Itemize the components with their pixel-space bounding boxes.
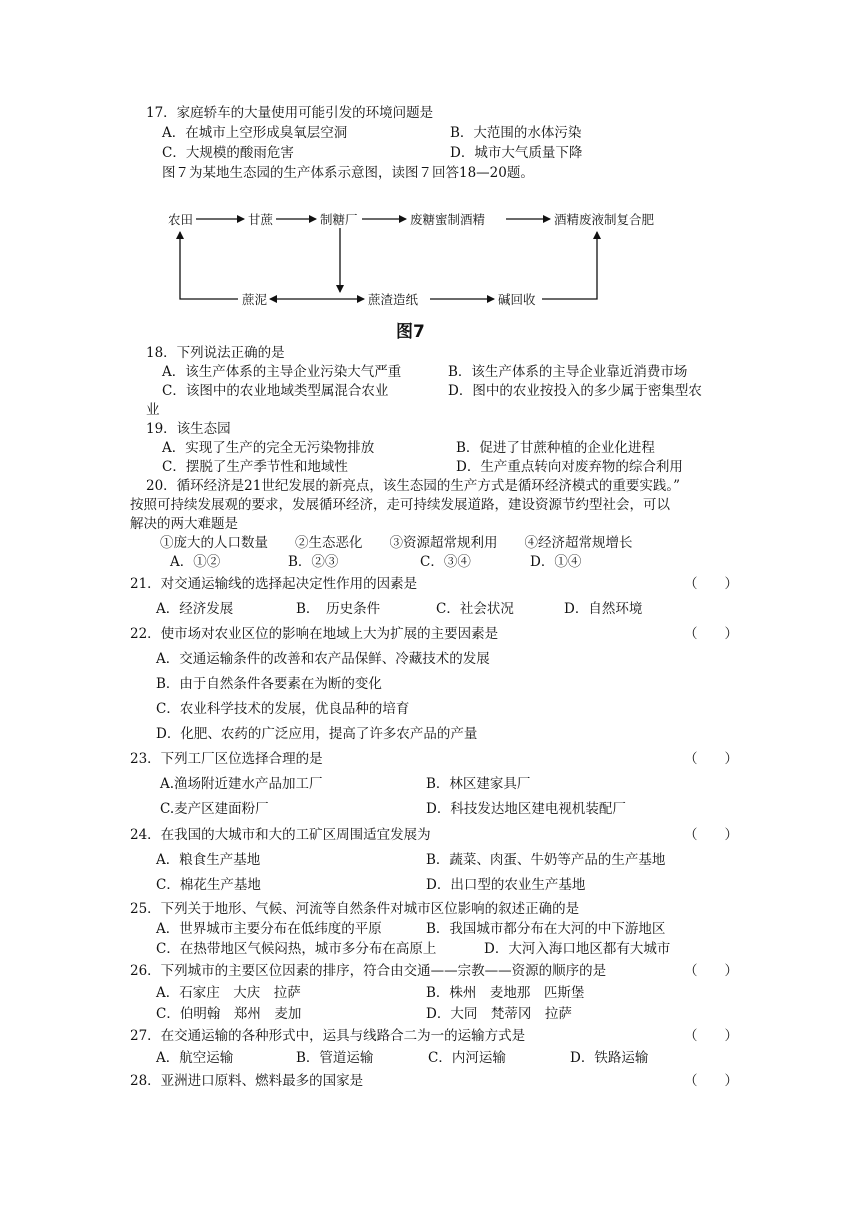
q22-answer-blank[interactable]: （ ）	[684, 626, 738, 642]
q22-option-a: A．交通运输条件的改善和农产品保鲜、冷藏技术的发展	[156, 651, 490, 667]
q23-option-b: B．林区建家具厂	[426, 776, 531, 792]
arrow-cane-mud-to-farmland	[180, 232, 238, 299]
q23-option-d: D．科技发达地区建电视机装配厂	[426, 801, 626, 817]
production-system-diagram	[160, 200, 700, 350]
q22-option-b: B．由于自然条件各要素在为断的变化	[156, 676, 382, 692]
q18-option-b: B．该生产体系的主导企业靠近消费市场	[448, 364, 688, 380]
q17-option-b: B．大范围的水体污染	[450, 125, 582, 141]
q22-option-d: D．化肥、农药的广泛应用，提高了许多农产品的产量	[156, 726, 478, 742]
arrow-alkali-to-fertilizer	[542, 232, 597, 299]
q19-option-d: D．生产重点转向对废弃物的综合利用	[456, 459, 683, 475]
q23-option-a: A.渔场附近建水产品加工厂	[160, 776, 323, 792]
node-sugarcane: 甘蔗	[248, 212, 274, 227]
q21-option-d: D．自然环境	[564, 601, 643, 617]
q23-stem: 23．下列工厂区位选择合理的是	[130, 751, 323, 767]
node-compound-fertilizer: 酒精废液制复合肥	[554, 212, 655, 227]
q21-option-a: A．经济发展	[156, 601, 234, 617]
q27-option-a: A．航空运输	[156, 1050, 234, 1066]
q28-answer-blank[interactable]: （ ）	[684, 1073, 738, 1089]
q27-answer-blank[interactable]: （ ）	[684, 1028, 738, 1044]
q25-stem: 25．下列关于地形、气候、河流等自然条件对城市区位影响的叙述正确的是	[130, 901, 580, 917]
q20-items: ①庞大的人口数量 ②生态恶化 ③资源超常规利用 ④经济超常规增长	[160, 535, 633, 551]
q21-answer-blank[interactable]: （ ）	[684, 576, 738, 592]
q20-line3: 解决的两大难题是	[130, 516, 238, 532]
intro-18-20: 图７为某地生态园的生产体系示意图，读图７回答18—20题。	[162, 165, 534, 181]
q23-answer-blank[interactable]: （ ）	[684, 751, 738, 767]
q19-option-c: C．摆脱了生产季节性和地域性	[162, 459, 348, 475]
q24-option-b: B．蔬菜、肉蛋、牛奶等产品的生产基地	[426, 852, 666, 868]
q21-stem: 21．对交通运输线的选择起决定性作用的因素是	[130, 576, 418, 592]
q27-stem: 27．在交通运输的各种形式中，运具与线路合二为一的运输方式是	[130, 1028, 526, 1044]
q17-option-d: D．城市大气质量下降	[450, 145, 583, 161]
q27-option-b: B．管道运输	[296, 1050, 374, 1066]
node-bagasse-paper: 蔗渣造纸	[368, 292, 419, 307]
q26-answer-blank[interactable]: （ ）	[684, 963, 738, 979]
q20-line1: 20．循环经济是21世纪发展的新亮点，该生态园的生产方式是循环经济模式的重要实践。”	[146, 478, 681, 494]
figure-caption: 图7	[396, 322, 425, 342]
q18-stem: 18．下列说法正确的是	[146, 345, 285, 361]
q25-option-c: C．在热带地区气候闷热，城市多分布在高原上	[156, 941, 437, 957]
q25-option-a: A．世界城市主要分布在低纬度的平原	[156, 921, 382, 937]
q26-option-c: C．伯明翰 郑州 麦加	[156, 1006, 302, 1022]
q26-stem: 26．下列城市的主要区位因素的排序，符合由交通——宗教——资源的顺序的是	[130, 963, 607, 979]
q20-option-a: A．①②	[170, 554, 221, 570]
node-molasses-alcohol: 废糖蜜制酒精	[410, 212, 486, 227]
q24-stem: 24．在我国的大城市和大的工矿区周围适宜发展为	[130, 827, 431, 843]
q17-option-c: C．大规模的酸雨危害	[162, 145, 294, 161]
q26-option-a: A．石家庄 大庆 拉萨	[156, 985, 301, 1001]
q22-option-c: C．农业科学技术的发展，优良品种的培育	[156, 701, 410, 717]
q26-option-d: D．大同 梵蒂冈 拉萨	[426, 1006, 572, 1022]
q24-option-c: C．棉花生产基地	[156, 877, 261, 893]
q28-stem: 28．亚洲进口原料、燃料最多的国家是	[130, 1073, 364, 1089]
node-alkali-recovery: 碱回收	[498, 292, 536, 307]
q24-option-a: A．粮食生产基地	[156, 852, 261, 868]
q18-option-d: D．图中的农业按投入的多少属于密集型农	[448, 383, 702, 399]
q26-option-b: B．株州 麦地那 匹斯堡	[426, 985, 585, 1001]
q20-option-d: D．①④	[530, 554, 582, 570]
q25-option-b: B．我国城市都分布在大河的中下游地区	[426, 921, 666, 937]
q17-option-a: A．在城市上空形成臭氧层空洞	[162, 125, 348, 141]
q27-option-d: D．铁路运输	[570, 1050, 649, 1066]
q19-option-b: B．促进了甘蔗种植的企业化进程	[456, 440, 655, 456]
q21-option-b: B． 历史条件	[296, 601, 381, 617]
q25-option-d: D．大河入海口地区都有大城市	[484, 941, 671, 957]
q22-stem: 22．使市场对农业区位的影响在地域上大为扩展的主要因素是	[130, 626, 499, 642]
q20-option-b: B．②③	[288, 554, 339, 570]
q18-option-a: A．该生产体系的主导企业污染大气严重	[162, 364, 402, 380]
q24-option-d: D．出口型的农业生产基地	[426, 877, 586, 893]
q17-stem: 17．家庭轿车的大量使用可能引发的环境问题是	[146, 105, 434, 121]
q20-option-c: C．③④	[420, 554, 471, 570]
node-farmland: 农田	[168, 212, 194, 227]
node-sugar-factory: 制糖厂	[320, 212, 358, 227]
q19-option-a: A．实现了生产的完全无污染物排放	[162, 440, 375, 456]
q20-line2: 按照可持续发展观的要求，发展循环经济，走可持续发展道路，建设资源节约型社会，可以	[130, 497, 670, 513]
q18-option-c: C．该图中的农业地域类型属混合农业	[162, 383, 389, 399]
q24-answer-blank[interactable]: （ ）	[684, 827, 738, 843]
q18-option-d-cont: 业	[146, 402, 160, 418]
q19-stem: 19．该生态园	[146, 421, 231, 437]
q23-option-c: C.麦产区建面粉厂	[160, 801, 269, 817]
node-cane-mud: 蔗泥	[242, 292, 268, 307]
q21-option-c: C．社会状况	[436, 601, 514, 617]
q27-option-c: C．内河运输	[428, 1050, 506, 1066]
